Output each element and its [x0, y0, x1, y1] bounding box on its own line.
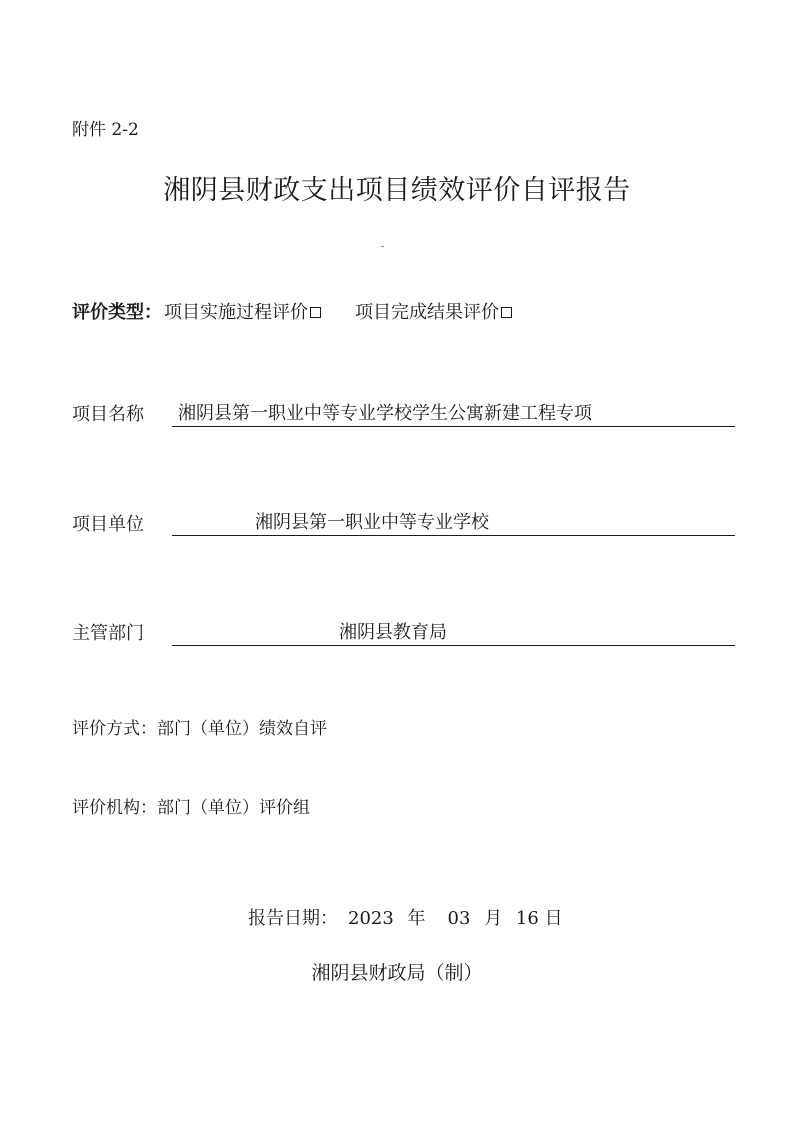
- evaluation-method-value: 部门（单位）绩效自评: [157, 719, 327, 739]
- project-unit-value: 湘阴县第一职业中等专业学校: [255, 512, 489, 533]
- attachment-label: 附件 2-2: [72, 120, 139, 140]
- supervisor-label: 主管部门: [72, 623, 144, 644]
- option-process-evaluation: 项目实施过程评价: [164, 302, 308, 323]
- document-title: 湘阴县财政支出项目绩效评价自评报告: [163, 175, 631, 206]
- evaluation-org-value: 部门（单位）评价组: [157, 798, 310, 818]
- supervisor-field: [172, 617, 735, 646]
- report-day-unit: 日: [544, 908, 563, 929]
- report-day: 16: [515, 908, 539, 929]
- scan-speck: [381, 246, 384, 247]
- report-year-unit: 年: [407, 908, 426, 929]
- report-year: 2023: [348, 908, 394, 929]
- report-month-unit: 月: [484, 908, 503, 929]
- evaluation-org-label: 评价机构：: [72, 798, 157, 818]
- evaluation-type-row: [72, 298, 512, 324]
- project-name-field: [172, 398, 735, 427]
- project-unit-label: 项目单位: [72, 514, 144, 535]
- project-name-value: 湘阴县第一职业中等专业学校学生公寓新建工程专项: [178, 403, 592, 424]
- supervisor-value: 湘阴县教育局: [339, 622, 447, 643]
- checkbox-process-evaluation[interactable]: [310, 307, 321, 318]
- option-result-evaluation: 项目完成结果评价: [355, 302, 499, 323]
- report-date-row: [248, 904, 563, 930]
- evaluation-type-label: 评价类型：: [72, 302, 162, 323]
- project-unit-field: [172, 507, 735, 536]
- evaluation-org-row: [72, 793, 310, 818]
- checkbox-result-evaluation[interactable]: [501, 307, 512, 318]
- evaluation-method-label: 评价方式：: [72, 719, 157, 739]
- evaluation-method-row: [72, 714, 327, 739]
- issuer-footer: 湘阴县财政局（制）: [311, 962, 483, 984]
- report-date-label: 报告日期：: [248, 908, 338, 929]
- project-name-label: 项目名称: [72, 404, 144, 425]
- report-month: 03: [447, 908, 471, 929]
